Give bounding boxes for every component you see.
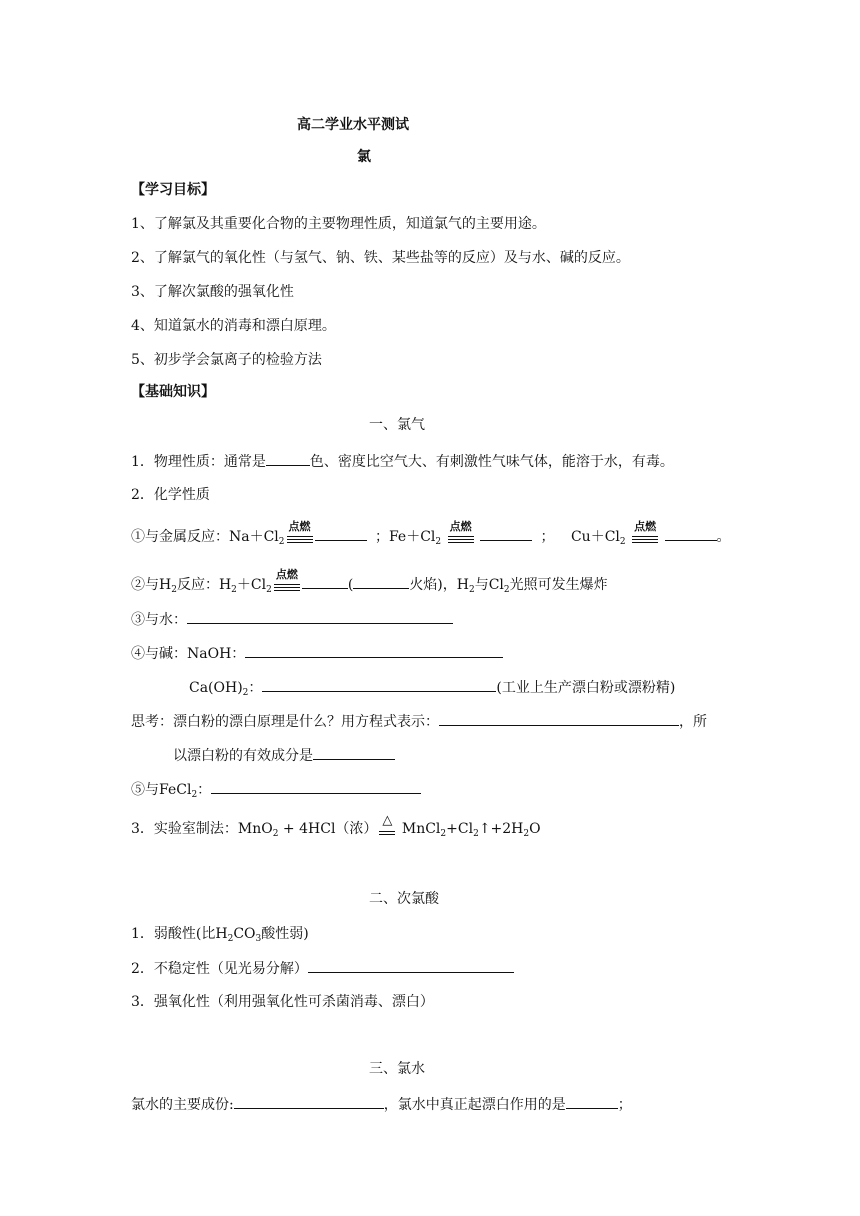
- ignite-condition: 点燃: [446, 527, 476, 547]
- lab-preparation-line: 3．实验室制法：MnO$_2$ + 4HCl（浓） △ $MnCl_2+Cl_2↑+2H_2O$: [131, 813, 541, 839]
- objective-item: 3、了解次氯酸的强氧化性: [131, 284, 294, 300]
- section-title-chlorine-water: 三、氯水: [369, 1061, 425, 1077]
- base-reaction-line: ④与碱：NaOH：: [131, 643, 503, 664]
- objective-item: 5、初步学会氯离子的检验方法: [131, 352, 322, 368]
- flame-color-blank[interactable]: [353, 574, 409, 589]
- water-reaction-line: ③与水：: [131, 609, 453, 630]
- components-blank[interactable]: [234, 1094, 384, 1109]
- ignite-condition: 点燃: [272, 575, 302, 595]
- fecl2-reaction-line: ⑤与FeCl$_2$：: [131, 779, 421, 800]
- think-question-line: 思考：漂白粉的漂白原理是什么？用方程式表示： ，所: [131, 711, 707, 732]
- water-equation-blank[interactable]: [187, 609, 453, 624]
- na-product-blank[interactable]: [315, 526, 367, 541]
- objective-item: 1、了解氯及其重要化合物的主要物理性质，知道氯气的主要用途。: [131, 216, 546, 232]
- bleach-equation-blank[interactable]: [439, 711, 679, 726]
- document-subtitle: 氯: [357, 149, 371, 165]
- active-ingredient-blank[interactable]: [313, 745, 395, 760]
- caoh-reaction-line: $Ca(OH)_2$： (工业上生产漂白粉或漂粉精): [189, 677, 675, 698]
- weak-acid-line: 1．弱酸性(比$H_2CO_3$酸性弱): [131, 926, 309, 944]
- instability-line: 2．不稳定性（见光易分解）: [131, 958, 514, 979]
- heat-condition: △: [377, 819, 397, 839]
- color-blank[interactable]: [266, 451, 310, 466]
- chemical-properties-heading: 2．化学性质: [131, 487, 210, 503]
- think-question-continued: 以漂白粉的有效成分是: [173, 745, 395, 766]
- naoh-equation-blank[interactable]: [245, 643, 503, 658]
- physical-properties-line: 1．物理性质：通常是 色、密度比空气大、有刺激性气味气体，能溶于水，有毒。: [131, 451, 674, 472]
- decomposition-blank[interactable]: [308, 958, 514, 973]
- fe-product-blank[interactable]: [480, 526, 532, 541]
- section-title-chlorine: 一、氯气: [369, 417, 425, 433]
- h2-reaction-line: ②与$H_2$反应：$H_2+Cl_2$ 点燃 ( 火焰)，$H_2$与$Cl_2$光照可发生爆炸: [131, 568, 608, 595]
- fecl2-equation-blank[interactable]: [211, 779, 421, 794]
- ignite-condition: 点燃: [285, 527, 315, 547]
- oxidizing-line: 3．强氧化性（利用强氧化性可杀菌消毒、漂白）: [131, 994, 434, 1010]
- objective-item: 2、了解氯气的氧化性（与氢气、钠、铁、某些盐等的反应）及与水、碱的反应。: [131, 250, 630, 266]
- ignite-condition: 点燃: [630, 527, 660, 547]
- metal-reactions-line: ①与金属反应：$Na+Cl_2$ 点燃 ；$Fe+Cl_2$ 点燃 ； $Cu+Cl_2$ 点燃 。: [131, 520, 731, 547]
- caoh-equation-blank[interactable]: [262, 677, 496, 692]
- objective-item: 4、知道氯水的消毒和漂白原理。: [131, 318, 336, 334]
- cu-product-blank[interactable]: [665, 526, 717, 541]
- h2-product-blank[interactable]: [302, 574, 348, 589]
- chlorine-water-line: 氯水的主要成份: ，氯水中真正起漂白作用的是 ；: [131, 1094, 632, 1115]
- objectives-heading: 【学习目标】: [131, 182, 215, 198]
- document-title: 高二学业水平测试: [297, 117, 409, 133]
- bleaching-agent-blank[interactable]: [566, 1094, 618, 1109]
- basics-heading: 【基础知识】: [131, 384, 215, 400]
- section-title-hypochlorous: 二、次氯酸: [369, 891, 439, 907]
